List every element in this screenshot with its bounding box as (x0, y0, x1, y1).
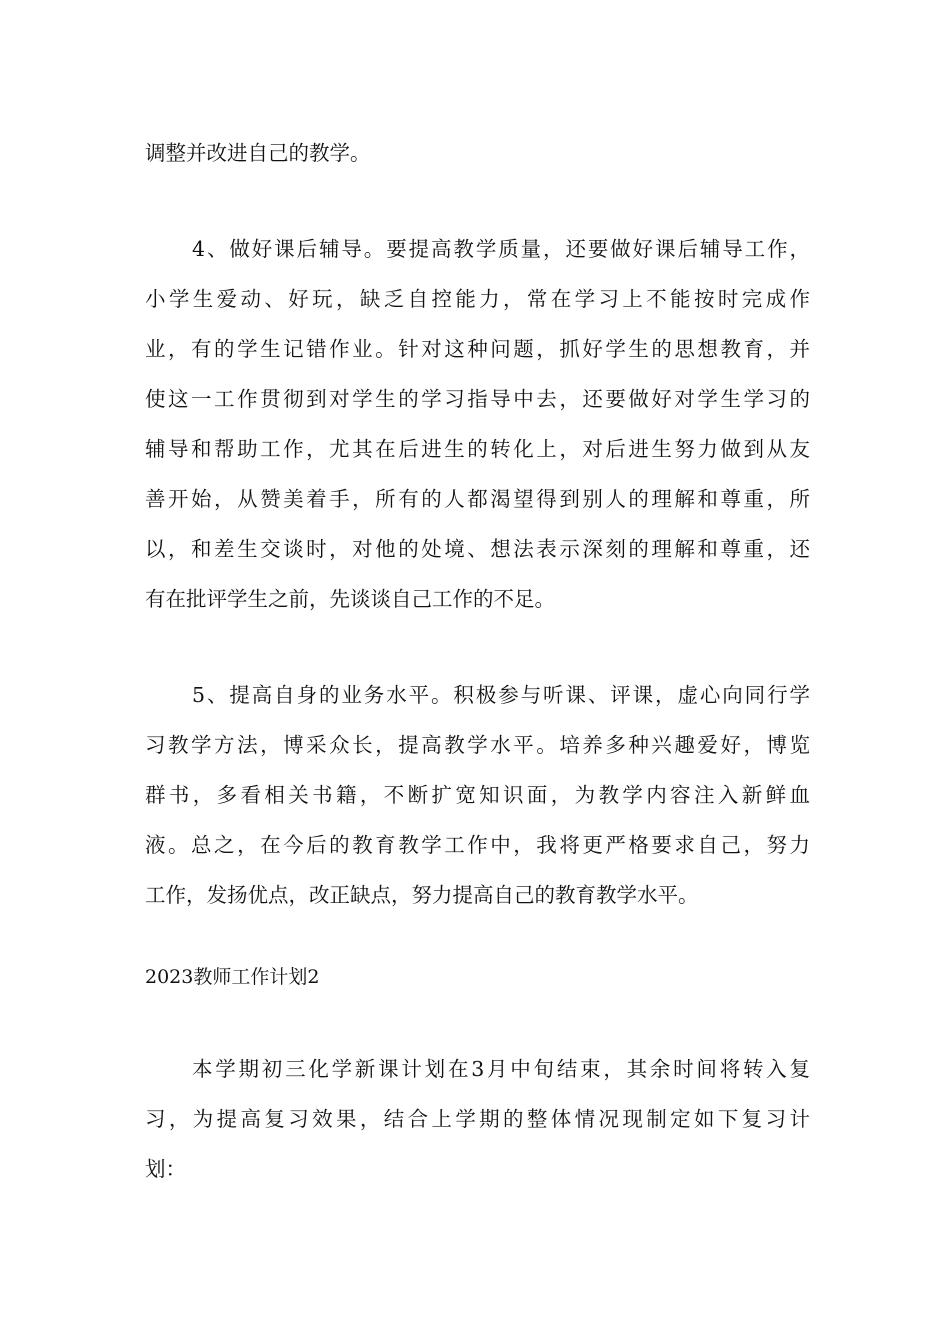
paragraph-line: 工作，发扬优点，改正缺点，努力提高自己的教育教学水平。 (145, 883, 699, 907)
paragraph-line: 5、提高自身的业务水平。积极参与听课、评课，虚心向同行学 (192, 683, 810, 707)
paragraph-line: 小学生爱动、好玩，缺乏自控能力，常在学习上不能按时完成作 (145, 287, 810, 311)
paragraph-line: 习，为提高复习效果，结合上学期的整体情况现制定如下复习计 (145, 1107, 810, 1131)
paragraph-line: 液。总之，在今后的教育教学工作中，我将更严格要求自己，努力 (145, 833, 810, 857)
paragraph-line: 业，有的学生记错作业。针对这种问题，抓好学生的思想教育，并 (145, 337, 810, 361)
paragraph-line: 4、做好课后辅导。要提高教学质量，还要做好课后辅导工作， (192, 237, 810, 261)
paragraph-line: 善开始，从赞美着手，所有的人都渴望得到别人的理解和尊重，所 (145, 487, 810, 511)
paragraph-line: 习教学方法，博采众长，提高教学水平。培养多种兴趣爱好，博览 (145, 733, 810, 757)
paragraph-line: 有在批评学生之前，先谈谈自己工作的不足。 (145, 587, 555, 611)
paragraph-line: 划： (145, 1157, 186, 1181)
paragraph-line: 使这一工作贯彻到对学生的学习指导中去，还要做好对学生学习的 (145, 387, 810, 411)
paragraph-line: 本学期初三化学新课计划在3月中旬结束，其余时间将转入复 (192, 1057, 810, 1081)
paragraph-continuation-line: 调整并改进自己的教学。 (145, 141, 371, 165)
paragraph-line: 群书，多看相关书籍，不断扩宽知识面，为教学内容注入新鲜血 (145, 783, 810, 807)
paragraph-line: 辅导和帮助工作，尤其在后进生的转化上，对后进生努力做到从友 (145, 437, 810, 461)
paragraph-line: 以，和差生交谈时，对他的处境、想法表示深刻的理解和尊重，还 (145, 537, 810, 561)
section-heading: 2023教师工作计划2 (145, 966, 320, 988)
